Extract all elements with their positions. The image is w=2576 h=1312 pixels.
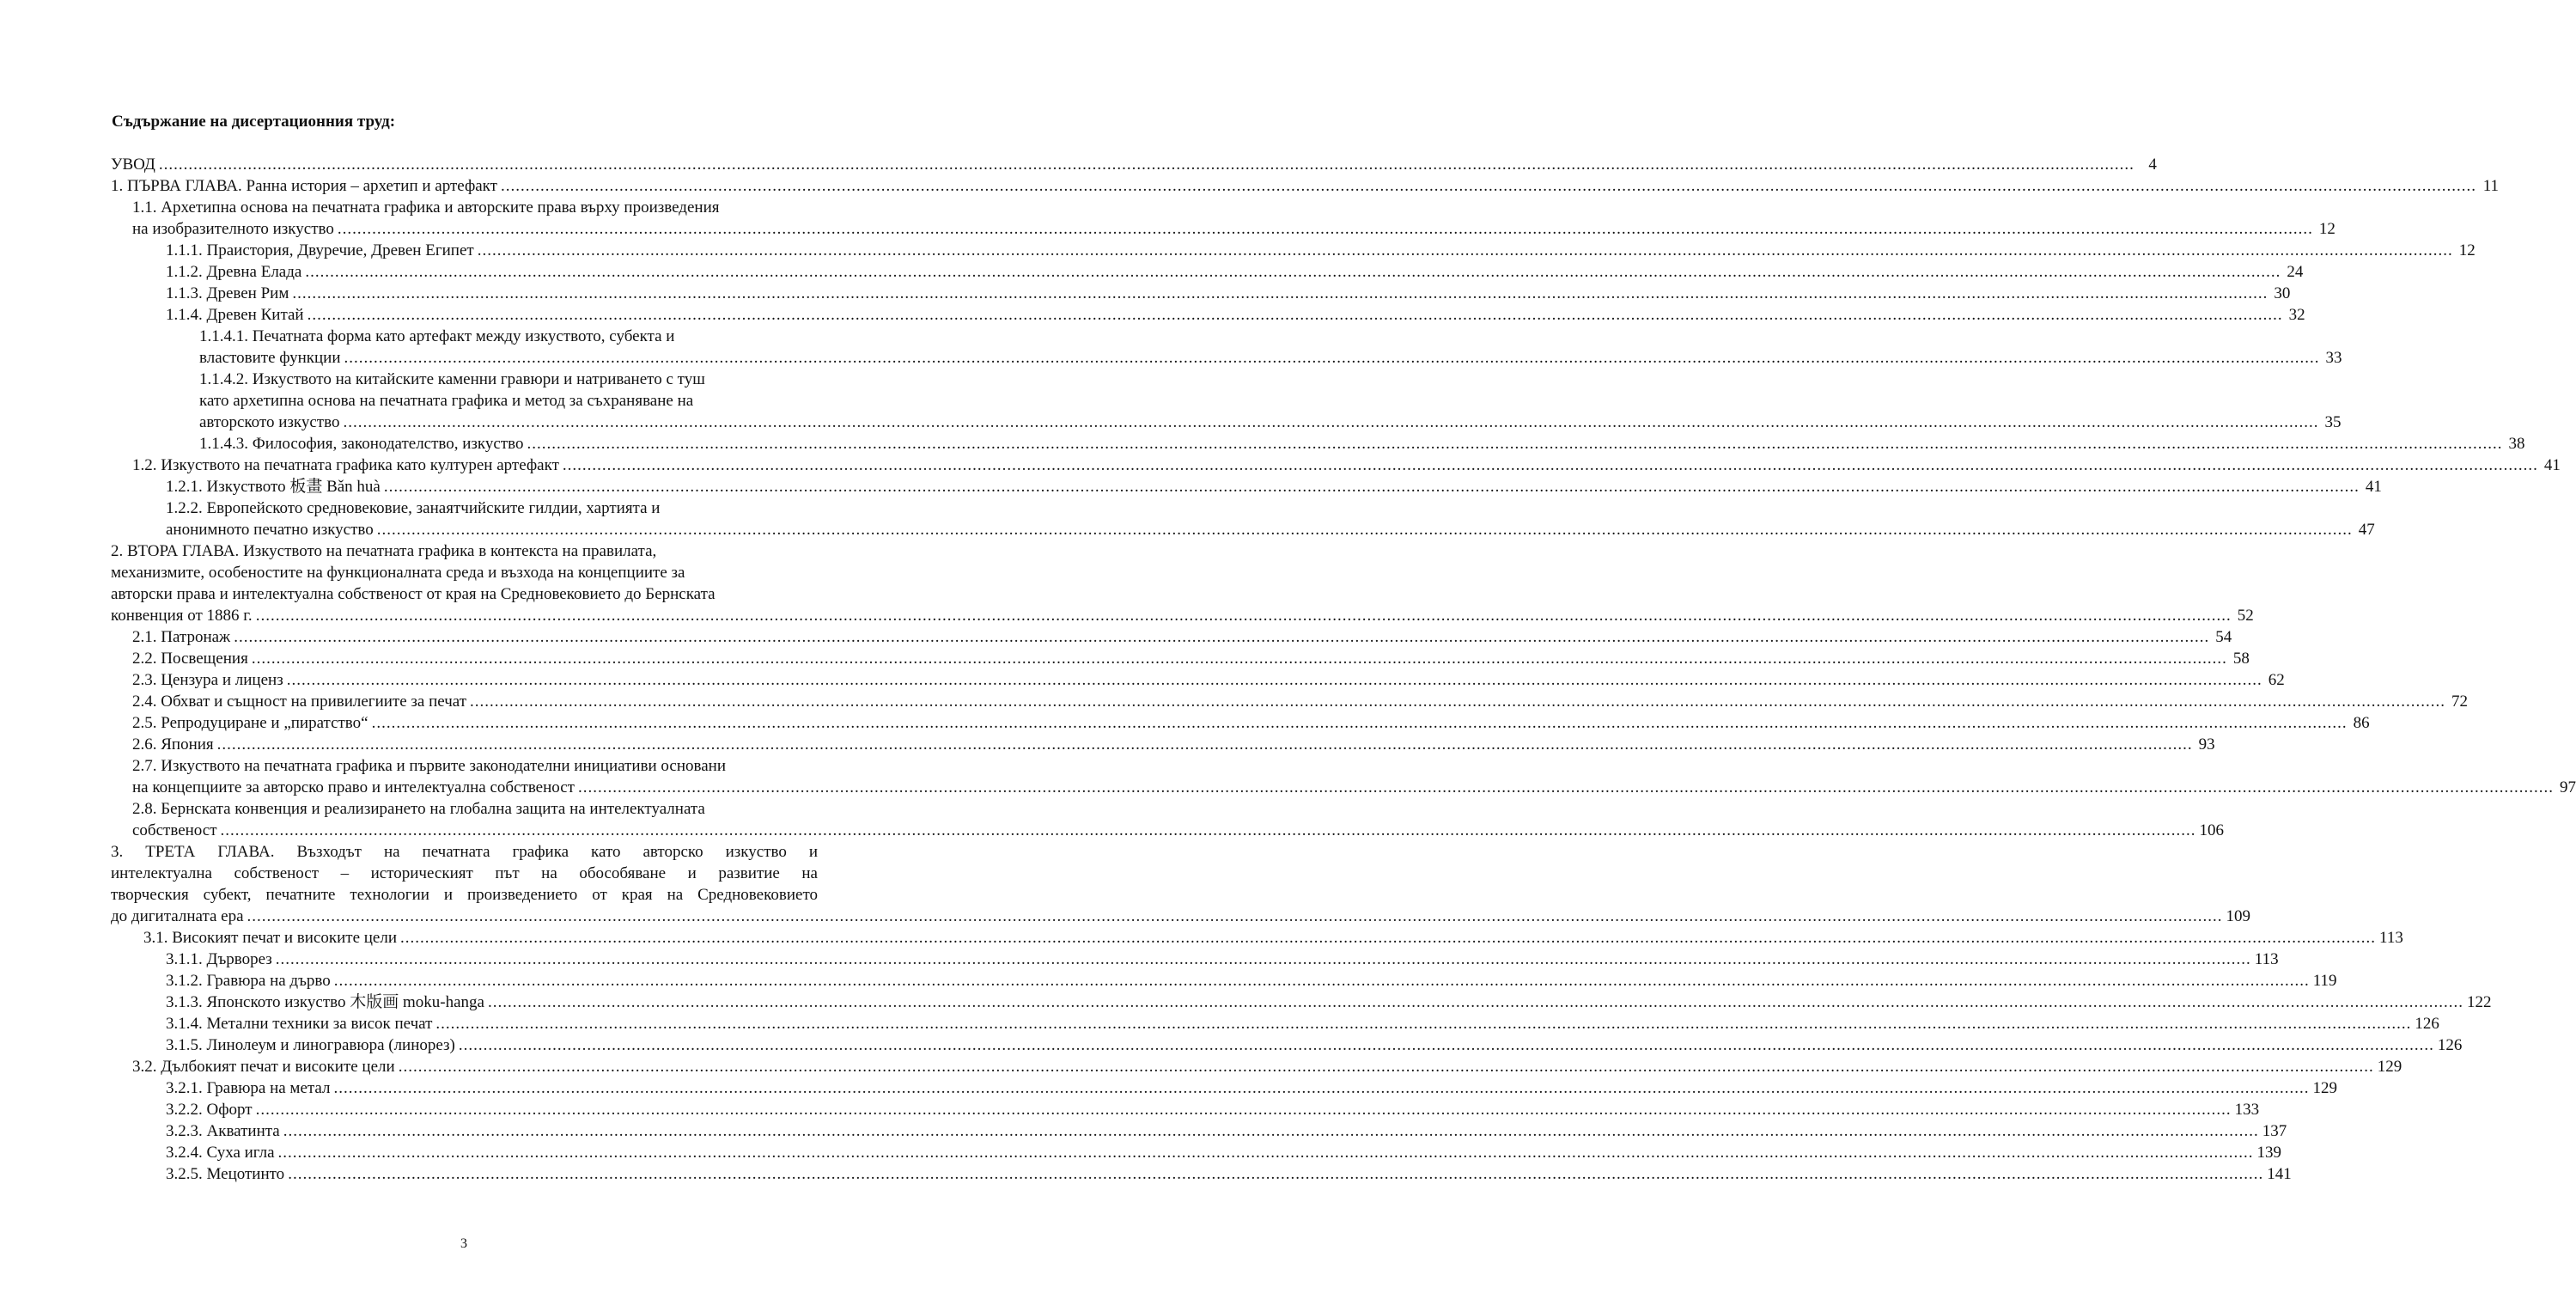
toc-entry[interactable] <box>111 326 2342 369</box>
toc-entry-page-number: 54 <box>2215 628 2232 646</box>
toc-entry-title: на концепциите за авторско право и интелектуална собственост <box>132 778 575 796</box>
toc-entry-title: 1.1.4. Древен Китай <box>166 306 304 324</box>
toc-entry-title: 3.1.1. Дърворез <box>166 950 272 968</box>
toc-entry[interactable] <box>111 626 2232 648</box>
dot-leader: ................................................................................................................................................................................................................................................................................................................................................................................................................ <box>283 1122 2259 1140</box>
toc-entry[interactable] <box>111 476 2382 497</box>
toc-entry-title: 3.2. Дълбокият печат и високите цели <box>132 1058 395 1076</box>
toc-entry[interactable] <box>111 540 2254 626</box>
dot-leader: ................................................................................................................................................................................................................................................................................................................................................................................................................ <box>292 284 2268 302</box>
toc-entry-text-line: 1.1.4.1. Печатната форма като артефакт между изкуството, субекта и <box>199 327 675 345</box>
dot-leader: ................................................................................................................................................................................................................................................................................................................................................................................................................ <box>487 993 2463 1011</box>
dot-leader: ................................................................................................................................................................................................................................................................................................................................................................................................................ <box>333 972 2310 990</box>
toc-entry-title: 1.1.2. Древна Елада <box>166 263 302 281</box>
toc-entry-page-number: 47 <box>2358 521 2375 539</box>
toc-entry-page-number: 141 <box>2267 1165 2292 1183</box>
toc-entry-page-number: 86 <box>2353 714 2370 732</box>
table-of-contents <box>111 154 2576 1185</box>
toc-entry-page-number: 113 <box>2254 950 2279 968</box>
toc-entry[interactable] <box>111 1056 2402 1077</box>
toc-entry-line <box>111 154 2157 175</box>
toc-entry-text-line: 1.2.2. Европейското средновековие, занаятчийските гилдии, хартията и <box>166 499 661 517</box>
toc-entry[interactable] <box>111 712 2370 734</box>
toc-entry[interactable] <box>111 1163 2292 1185</box>
toc-entry[interactable] <box>111 734 2215 755</box>
toc-entry-page-number: 30 <box>2274 284 2291 302</box>
toc-entry-text-line: интелектуална собственост – историческият път на обособяване и развитие на <box>111 864 818 882</box>
toc-entry[interactable] <box>111 648 2250 669</box>
toc-entry[interactable] <box>111 261 2304 283</box>
toc-entry-line <box>143 927 2403 949</box>
dot-leader: ................................................................................................................................................................................................................................................................................................................................................................................................................ <box>158 156 2134 174</box>
dot-leader: ................................................................................................................................................................................................................................................................................................................................................................................................................ <box>343 413 2319 431</box>
toc-entry-text-line: 1.1.4.2. Изкуството на китайските каменни гравюри и натриването с туш <box>199 370 705 388</box>
toc-entry[interactable] <box>111 691 2469 712</box>
toc-entry-page-number: 72 <box>2451 693 2469 711</box>
dot-leader: ................................................................................................................................................................................................................................................................................................................................................................................................................ <box>275 950 2251 968</box>
dot-leader: ................................................................................................................................................................................................................................................................................................................................................................................................................ <box>251 650 2227 668</box>
toc-entry-title: авторското изкуство <box>199 413 340 431</box>
dot-leader: ................................................................................................................................................................................................................................................................................................................................................................................................................ <box>288 1165 2264 1183</box>
toc-entry-line <box>166 476 2382 497</box>
dot-leader: ................................................................................................................................................................................................................................................................................................................................................................................................................ <box>398 1058 2374 1076</box>
toc-entry-title: 1.2. Изкуството на печатната графика като културен артефакт <box>132 456 559 474</box>
toc-entry-title: 3.2.2. Офорт <box>166 1101 253 1119</box>
toc-entry[interactable] <box>111 197 2335 240</box>
toc-entry-line <box>132 777 2576 798</box>
toc-entry-page-number: 139 <box>2256 1144 2282 1162</box>
toc-entry[interactable] <box>111 1142 2282 1163</box>
toc-entry-title: 1.2.1. Изкуството 板畫 Bǎn huà <box>166 478 381 496</box>
toc-entry[interactable] <box>111 1034 2463 1056</box>
dot-leader: ................................................................................................................................................................................................................................................................................................................................................................................................................ <box>400 929 2377 947</box>
toc-entry[interactable] <box>111 669 2285 691</box>
toc-entry-line <box>166 992 2492 1013</box>
toc-entry-title: 1. ПЪРВА ГЛАВА. Ранна история – архетип и артефакт <box>111 177 497 195</box>
toc-entry[interactable] <box>111 1077 2337 1099</box>
dot-leader: ................................................................................................................................................................................................................................................................................................................................................................................................................ <box>578 778 2554 796</box>
toc-entry-line <box>132 734 2215 755</box>
dot-leader: ................................................................................................................................................................................................................................................................................................................................................................................................................ <box>277 1144 2254 1162</box>
dot-leader: ................................................................................................................................................................................................................................................................................................................................................................................................................ <box>216 735 2193 754</box>
toc-entry-page-number: 58 <box>2232 650 2250 668</box>
toc-entry[interactable] <box>111 755 2576 798</box>
toc-entry-line <box>132 218 2335 240</box>
toc-entry[interactable] <box>111 175 2499 197</box>
toc-entry-title: 1.1.1. Праистория, Двуречие, Древен Египет <box>166 241 474 259</box>
toc-entry-page-number: 32 <box>2288 306 2305 324</box>
dot-leader: ................................................................................................................................................................................................................................................................................................................................................................................................................ <box>234 628 2210 646</box>
toc-entry-page-number: 41 <box>2365 478 2382 496</box>
toc-entry-title: 3.2.5. Мецотинто <box>166 1165 285 1183</box>
toc-entry-line <box>199 347 2342 369</box>
toc-entry-line <box>166 949 2279 970</box>
toc-entry-text-line: 1.1. Архетипна основа на печатната графика и авторските права върху произведения <box>132 198 720 217</box>
toc-entry-title: анонимното печатно изкуство <box>166 521 374 539</box>
dot-leader: ................................................................................................................................................................................................................................................................................................................................................................................................................ <box>220 821 2196 839</box>
toc-entry-page-number: 122 <box>2466 993 2492 1011</box>
toc-entry-page-number: 106 <box>2199 821 2225 839</box>
toc-entry-title: 3.1.2. Гравюра на дърво <box>166 972 331 990</box>
toc-entry-page-number: 126 <box>2415 1015 2439 1033</box>
toc-entry-line <box>111 605 2254 626</box>
toc-entry-title: до дигиталната ера <box>111 907 244 925</box>
dot-leader: ................................................................................................................................................................................................................................................................................................................................................................................................................ <box>500 177 2476 195</box>
toc-entry-page-number: 97 <box>2560 778 2576 796</box>
dot-leader: ................................................................................................................................................................................................................................................................................................................................................................................................................ <box>376 521 2353 539</box>
toc-entry-line <box>166 261 2304 283</box>
toc-entry-line <box>111 906 2251 927</box>
toc-entry[interactable] <box>111 1013 2439 1034</box>
toc-entry-title: УВОД <box>111 156 155 174</box>
toc-entry-line <box>166 1034 2463 1056</box>
toc-entry-title: 2.3. Цензура и лиценз <box>132 671 283 689</box>
toc-entry-title: 2.2. Посвещения <box>132 650 248 668</box>
toc-entry-title: 2.6. Япония <box>132 735 214 754</box>
toc-entry-line <box>199 412 2342 433</box>
toc-entry-text-line: 3. ТРЕТА ГЛАВА. Възходът на печатната графика като авторско изкуство и <box>111 843 818 861</box>
toc-entry-page-number: 129 <box>2377 1058 2402 1076</box>
toc-entry-title: на изобразителното изкуство <box>132 220 334 238</box>
page-title: Съдържание на дисертационния труд: <box>112 113 396 131</box>
toc-entry-page-number: 12 <box>2458 241 2476 259</box>
toc-entry-line <box>166 283 2291 304</box>
toc-entry[interactable] <box>111 1099 2260 1120</box>
toc-entry-page-number: 137 <box>2262 1122 2287 1140</box>
toc-entry-title: 1.1.3. Древен Рим <box>166 284 289 302</box>
toc-entry-text-line: механизмите, особеностите на функционалната среда и възхода на концепциите за <box>111 564 685 582</box>
toc-entry-text-line: творческия субект, печатните технологии и произведението от края на Средновековието <box>111 886 818 904</box>
toc-entry-page-number: 62 <box>2268 671 2285 689</box>
dot-leader: ................................................................................................................................................................................................................................................................................................................................................................................................................ <box>255 1101 2232 1119</box>
toc-entry-line <box>166 304 2305 326</box>
toc-entry-page-number: 126 <box>2437 1036 2463 1054</box>
toc-entry-page-number: 113 <box>2379 929 2403 947</box>
dot-leader: ................................................................................................................................................................................................................................................................................................................................................................................................................ <box>435 1015 2412 1033</box>
toc-entry-title: конвенция от 1886 г. <box>111 607 253 625</box>
dot-leader: ................................................................................................................................................................................................................................................................................................................................................................................................................ <box>307 306 2283 324</box>
toc-entry-title: собственост <box>132 821 217 839</box>
toc-entry-title: 3.2.4. Суха игла <box>166 1144 275 1162</box>
toc-entry[interactable] <box>111 455 2561 476</box>
toc-entry-text-line: 2. ВТОРА ГЛАВА. Изкуството на печатната графика в контекста на правилата, <box>111 542 657 560</box>
toc-entry-text-line: като архетипна основа на печатната графика и метод за съхраняване на <box>199 392 694 410</box>
toc-entry-line <box>166 1099 2260 1120</box>
toc-entry-line <box>132 648 2250 669</box>
toc-entry[interactable] <box>111 497 2375 540</box>
toc-entry[interactable] <box>111 1120 2287 1142</box>
toc-entry[interactable] <box>111 283 2291 304</box>
toc-entry-line <box>166 1142 2282 1163</box>
dot-leader: ................................................................................................................................................................................................................................................................................................................................................................................................................ <box>344 349 2320 367</box>
dot-leader: ................................................................................................................................................................................................................................................................................................................................................................................................................ <box>286 671 2262 689</box>
toc-entry[interactable] <box>111 841 2251 927</box>
toc-entry-line <box>166 1163 2292 1185</box>
toc-entry-page-number: 38 <box>2508 435 2525 453</box>
toc-entry-page-number: 93 <box>2198 735 2215 754</box>
toc-entry-page-number: 11 <box>2482 177 2499 195</box>
toc-entry-page-number: 119 <box>2312 972 2337 990</box>
toc-entry-line <box>132 691 2469 712</box>
toc-entry-line <box>132 820 2225 841</box>
dot-leader: ................................................................................................................................................................................................................................................................................................................................................................................................................ <box>371 714 2348 732</box>
toc-entry[interactable] <box>111 992 2492 1013</box>
toc-entry-page-number: 12 <box>2318 220 2335 238</box>
dot-leader: ................................................................................................................................................................................................................................................................................................................................................................................................................ <box>458 1036 2434 1054</box>
toc-entry-line <box>132 1056 2402 1077</box>
toc-entry-page-number: 52 <box>2237 607 2254 625</box>
toc-entry-line <box>132 669 2285 691</box>
toc-entry-line <box>166 970 2337 992</box>
toc-entry-page-number: 109 <box>2226 907 2251 925</box>
toc-entry-line <box>166 1077 2337 1099</box>
toc-entry[interactable] <box>111 304 2305 326</box>
dot-leader: ................................................................................................................................................................................................................................................................................................................................................................................................................ <box>527 435 2503 453</box>
dot-leader: ................................................................................................................................................................................................................................................................................................................................................................................................................ <box>477 241 2453 259</box>
toc-entry-page-number: 129 <box>2312 1079 2337 1097</box>
dot-leader: ................................................................................................................................................................................................................................................................................................................................................................................................................ <box>305 263 2281 281</box>
toc-entry[interactable] <box>111 970 2337 992</box>
toc-entry-page-number: 35 <box>2324 413 2342 431</box>
toc-entry-line <box>166 240 2476 261</box>
toc-entry-line <box>111 175 2499 197</box>
toc-entry-text-line: 2.7. Изкуството на печатната графика и първите законодателни инициативи основани <box>132 757 726 775</box>
dot-leader: ................................................................................................................................................................................................................................................................................................................................................................................................................ <box>247 907 2223 925</box>
toc-entry-title: 3.2.1. Гравюра на метал <box>166 1079 331 1097</box>
toc-entry-title: 2.4. Обхват и същност на привилегиите за печат <box>132 693 467 711</box>
page-number: 3 <box>460 1236 467 1251</box>
toc-entry-title: властовите функции <box>199 349 341 367</box>
toc-entry[interactable] <box>111 240 2476 261</box>
toc-entry-line <box>132 455 2561 476</box>
toc-entry-text-line: 2.8. Бернската конвенция и реализирането на глобална защита на интелектуалната <box>132 800 705 818</box>
toc-entry-page-number: 24 <box>2287 263 2304 281</box>
toc-entry[interactable] <box>111 798 2225 841</box>
toc-entry-line <box>166 1120 2287 1142</box>
toc-entry-line <box>132 712 2370 734</box>
dot-leader: ................................................................................................................................................................................................................................................................................................................................................................................................................ <box>470 693 2446 711</box>
toc-entry-line <box>199 433 2525 455</box>
toc-entry-title: 3.1.3. Японското изкуство 木版画 moku-hanga <box>166 993 484 1011</box>
dot-leader: ................................................................................................................................................................................................................................................................................................................................................................................................................ <box>383 478 2360 496</box>
toc-entry[interactable] <box>111 154 2157 175</box>
toc-entry[interactable] <box>111 949 2279 970</box>
dot-leader: ................................................................................................................................................................................................................................................................................................................................................................................................................ <box>562 456 2538 474</box>
toc-entry-title: 1.1.4.3. Философия, законодателство, изкуство <box>199 435 524 453</box>
toc-entry[interactable] <box>111 927 2403 949</box>
toc-entry-title: 3.1.4. Метални техники за висок печат <box>166 1015 433 1033</box>
toc-entry-page-number: 133 <box>2234 1101 2260 1119</box>
toc-entry-page-number: 41 <box>2543 456 2561 474</box>
toc-entry-page-number: 4 <box>2148 156 2157 174</box>
dot-leader: ................................................................................................................................................................................................................................................................................................................................................................................................................ <box>333 1079 2310 1097</box>
toc-entry-title: 3.2.3. Акватинта <box>166 1122 280 1140</box>
toc-entry-line <box>166 1013 2439 1034</box>
toc-entry-line <box>132 626 2232 648</box>
toc-entry[interactable] <box>111 369 2342 433</box>
dot-leader: ................................................................................................................................................................................................................................................................................................................................................................................................................ <box>337 220 2313 238</box>
toc-entry-title: 3.1. Високият печат и високите цели <box>143 929 398 947</box>
toc-entry-title: 2.1. Патронаж <box>132 628 231 646</box>
toc-entry-line <box>166 519 2375 540</box>
toc-entry-title: 3.1.5. Линолеум и линогравюра (линорез) <box>166 1036 455 1054</box>
toc-entry-text-line: авторски права и интелектуална собственост от края на Средновековието до Бернската <box>111 585 716 603</box>
dot-leader: ................................................................................................................................................................................................................................................................................................................................................................................................................ <box>255 607 2232 625</box>
toc-entry-page-number: 33 <box>2325 349 2342 367</box>
toc-entry-title: 2.5. Репродуциране и „пиратство“ <box>132 714 368 732</box>
toc-entry[interactable] <box>111 433 2525 455</box>
